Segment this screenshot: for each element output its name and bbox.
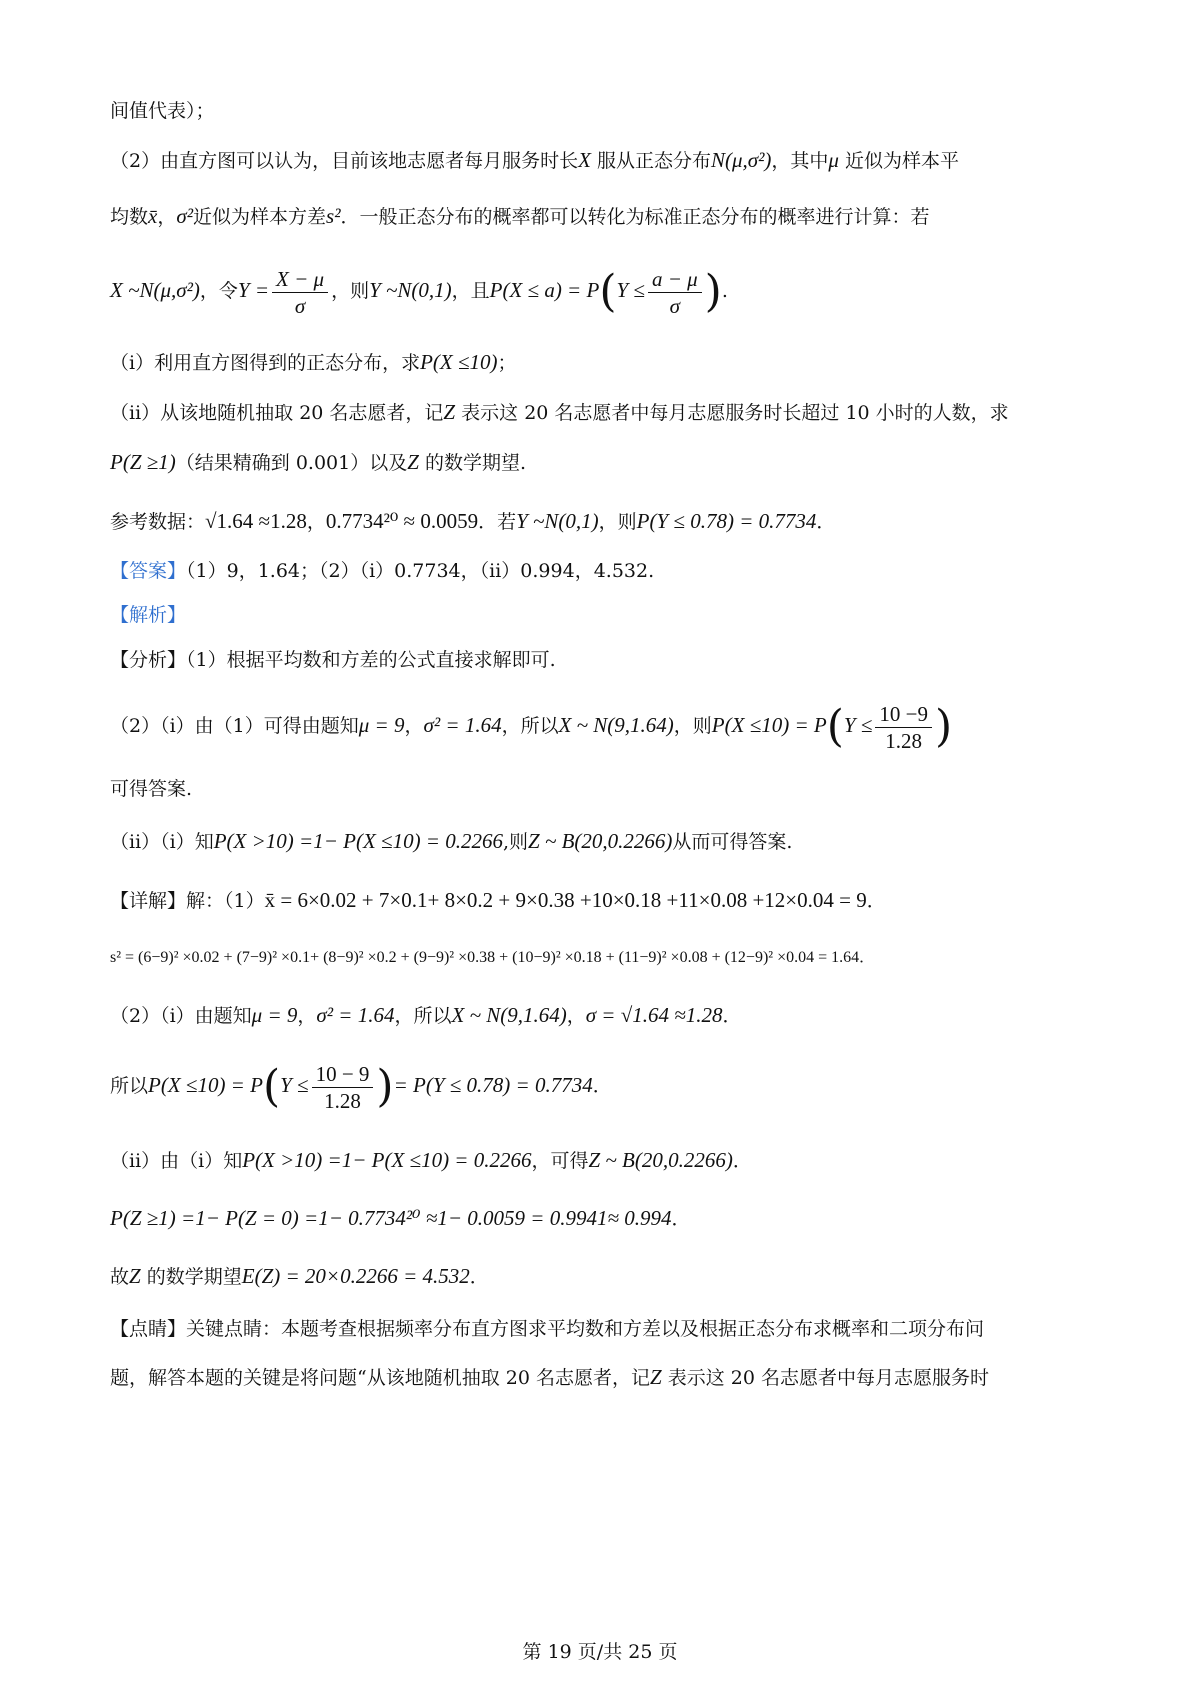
text: ． (592, 1075, 612, 1097)
numerator: X − μ (272, 266, 328, 293)
text-line-4 (110, 262, 1090, 319)
math: Y ≤ (616, 278, 645, 302)
text-line-16 (110, 942, 1090, 973)
math: s² (326, 204, 341, 228)
text: ，其中 (771, 150, 829, 172)
fraction (272, 266, 328, 319)
analysis-tag: 【解析】 (110, 604, 187, 626)
math: σ² = 1.64 (316, 1003, 395, 1027)
text-line-6 (110, 397, 1090, 428)
math: X ~ N(9,1.64) (451, 1003, 567, 1027)
paren-left: ( (262, 1061, 281, 1112)
text-line-21 (110, 1261, 1090, 1292)
text: 从而可得答案. (672, 831, 793, 853)
math: X ~N(μ,σ²) (110, 278, 200, 302)
math: Z ~ B(20,0.2266) (528, 829, 673, 853)
text: ，则 (673, 715, 712, 737)
text: （ⅱ）由（ⅰ）知 (110, 1150, 243, 1172)
text-line-18 (110, 1057, 1090, 1114)
text: 近似为样本平 (838, 150, 960, 172)
text: ． (866, 890, 886, 912)
math: Y ≤ (280, 1073, 309, 1097)
math: P(X ≤10) = P (148, 1073, 263, 1097)
text-line-1 (110, 96, 1090, 126)
text-line-23 (110, 1362, 1090, 1393)
text: 参考数据： (110, 511, 206, 533)
paren-right: ) (934, 701, 953, 752)
text: . (721, 280, 728, 302)
paren-right: ) (376, 1061, 394, 1112)
text: （结果精确到 0.001）以及 (175, 452, 408, 474)
math: Z (407, 450, 419, 474)
math: √1.64 ≈1.28 (205, 509, 307, 533)
text: 的数学期望 (140, 1266, 242, 1288)
math: x̄ = 6×0.02 + 7×0.1+ 8×0.2 + 9×0.38 +10×0.18 +11×0.08 +12×0.04 = 9 (264, 888, 867, 912)
paren-left: ( (826, 701, 844, 752)
text-line-19 (110, 1145, 1090, 1176)
math: 0.7734²⁰ ≈ 0.0059 (325, 509, 479, 533)
text: 表示这 20 名志愿者中每月志愿服务时 (661, 1367, 989, 1389)
text-line-17 (110, 1000, 1090, 1031)
math: P(Z ≥1) (110, 450, 176, 474)
text-line-12 (110, 697, 1090, 754)
text: ， (297, 1005, 317, 1027)
text-line-7 (110, 447, 1090, 478)
text-line-3 (110, 201, 1090, 232)
text: ； (497, 352, 517, 374)
text-line-5 (110, 347, 1090, 378)
text: 关键点睛：本题考查根据频率分布直方图求平均数和方差以及根据正态分布求概率和二项分布问 (186, 1318, 985, 1340)
text: 的数学期望. (418, 452, 526, 474)
math: P(X ≤10) = P (711, 713, 827, 737)
denominator: σ (669, 293, 680, 318)
math: P(X >10) =1− P(X ≤10) = 0.2266 (213, 829, 503, 853)
text: （1）根据平均数和方差的公式直接求解即可. (186, 649, 556, 671)
section-tag: 【详解】 (110, 890, 187, 912)
text: 所以 (110, 1075, 149, 1097)
text-line-20 (110, 1203, 1090, 1234)
text: ．一般正态分布的概率都可以转化为标准正态分布的概率进行计算：若 (340, 206, 930, 228)
math: μ = 9 (251, 1003, 298, 1027)
text: ，令 (199, 280, 238, 302)
text: （ⅱ）从该地随机抽取 20 名志愿者，记 (110, 402, 444, 424)
math: μ (828, 148, 839, 172)
text: （2）（ⅰ）由（1）可得由题知 (110, 715, 359, 737)
text-line-14 (110, 826, 1090, 857)
math: E(Z) = 20×0.2266 = 4.532 (241, 1264, 470, 1288)
text: ． (469, 1266, 489, 1288)
math: σ² = 1.64 (423, 713, 502, 737)
fraction (312, 1061, 374, 1114)
text: ，所以 (394, 1005, 452, 1027)
text-line-15 (110, 885, 1090, 916)
text: 均数 (110, 206, 149, 228)
text-line-13 (110, 774, 1090, 804)
denominator: 1.28 (885, 728, 923, 753)
math: P(X ≤ a) = P (489, 278, 600, 302)
text: （ⅱ）（ⅰ）知 (110, 831, 214, 853)
text-line-11 (110, 645, 1090, 675)
text: ，且 (451, 280, 490, 302)
text: ，则 (598, 511, 637, 533)
math: P(X ≤10) (420, 350, 498, 374)
fraction (648, 266, 702, 319)
math: Z (649, 1365, 662, 1389)
math: P(X >10) =1− P(X ≤10) = 0.2266 (242, 1148, 532, 1172)
text: ． (859, 948, 875, 966)
text: 服从正态分布 (590, 150, 711, 172)
text: 解：（1） (186, 890, 265, 912)
text: ． (816, 511, 836, 533)
math: = P(Y ≤ 0.78) = 0.7734 (393, 1073, 593, 1097)
math: N(μ,σ²) (710, 148, 772, 172)
text: ， (404, 715, 424, 737)
text: ， (306, 511, 326, 533)
page-footer: 第 19 页/共 25 页 (522, 1641, 678, 1663)
math: σ² (176, 204, 194, 228)
fraction (875, 701, 932, 754)
math: Y = (237, 278, 270, 302)
paren-left: ( (599, 266, 617, 317)
text-line-22 (110, 1314, 1090, 1344)
text: ． (722, 1005, 742, 1027)
math: s² = (6−9)² ×0.02 + (7−9)² ×0.1+ (8−9)² ×0.2 + (9−9)² ×0.38 + (10−9)² ×0.18 + (11−9)² ×0.08 + (12−9)² ×0.04 = 1.64 (110, 949, 860, 966)
paren-right: ) (704, 266, 722, 317)
text: ． (671, 1208, 691, 1230)
analysis-heading (110, 600, 1090, 630)
math: Y ≤ (843, 713, 873, 737)
math: Z (443, 400, 456, 424)
text: （2）由直方图可以认为，目前该地志愿者每月服务时长 (110, 150, 579, 172)
text: 故 (110, 1266, 130, 1288)
text-line-8 (110, 506, 1090, 537)
denominator: σ (294, 293, 306, 318)
math: Y ~N(0,1) (369, 278, 452, 302)
text: 题，解答本题的关键是将问题“从该地随机抽取 20 名志愿者，记 (110, 1367, 650, 1389)
text: ． (732, 1150, 752, 1172)
math: P(Z ≥1) =1− P(Z = 0) =1− 0.7734²⁰ ≈1− 0.0059 = 0.9941≈ 0.994 (110, 1206, 672, 1230)
math: μ = 9 (358, 713, 405, 737)
numerator: 10 −9 (875, 701, 932, 728)
math: x̄ (148, 204, 158, 228)
answer-tag: 【答案】 (110, 560, 187, 582)
math: X (578, 148, 591, 172)
text: ， (566, 1005, 586, 1027)
text-line-2 (110, 145, 1090, 176)
text: ，所以 (501, 715, 559, 737)
numerator: a − μ (648, 266, 702, 293)
text: （1）9，1.64；（2）（ⅰ）0.7734，（ⅱ）0.994，4.532. (186, 560, 655, 582)
math: σ = √1.64 ≈1.28 (585, 1003, 723, 1027)
numerator: 10 − 9 (312, 1061, 374, 1088)
text: ．若 (478, 511, 517, 533)
text: 表示这 20 名志愿者中每月志愿服务时长超过 10 小时的人数，求 (455, 402, 1009, 424)
math: P(Y ≤ 0.78) = 0.7734 (636, 509, 817, 533)
answer-line (110, 556, 1090, 586)
math: Z ~ B(20,0.2266) (588, 1148, 733, 1172)
text: ， (157, 206, 177, 228)
text: 近似为样本方差 (193, 206, 327, 228)
denominator: 1.28 (324, 1088, 361, 1113)
text: （2）（ⅰ）由题知 (110, 1005, 252, 1027)
section-tag: 【点睛】 (110, 1318, 187, 1340)
text: （ⅰ）利用直方图得到的正态分布，求 (110, 352, 421, 374)
text: ，可得 (531, 1150, 589, 1172)
text: ，则 (331, 280, 370, 302)
section-tag: 【分析】 (110, 649, 187, 671)
math: Z (129, 1264, 141, 1288)
text: 可得答案. (110, 778, 193, 800)
text: 间值代表）； (110, 100, 215, 122)
math: Y ~N(0,1) (516, 509, 599, 533)
text: ,则 (502, 831, 529, 853)
math: X ~ N(9,1.64) (558, 713, 674, 737)
